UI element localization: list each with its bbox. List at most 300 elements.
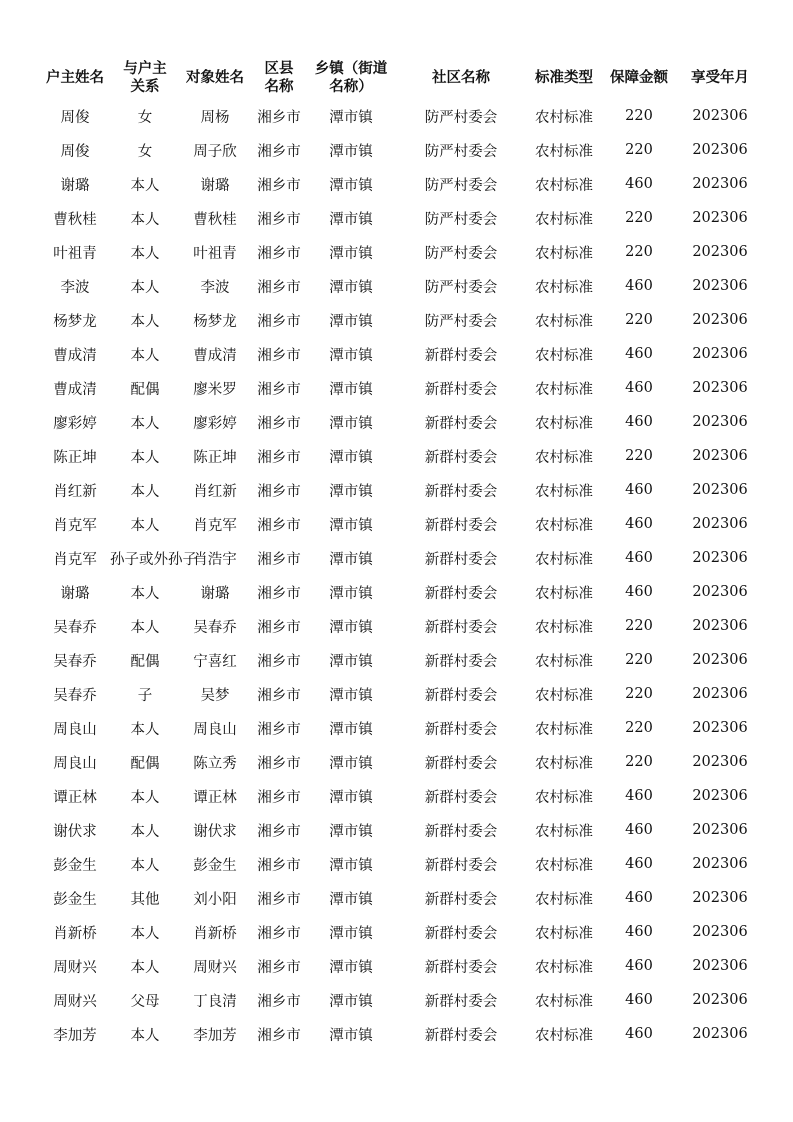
cell-standard-type: 农村标准 bbox=[535, 211, 593, 228]
cell-community: 新群村委会 bbox=[424, 755, 498, 772]
cell-relation: 本人 bbox=[130, 959, 160, 976]
cell-relation: 本人 bbox=[130, 279, 160, 296]
cell-standard-type: 农村标准 bbox=[535, 143, 593, 160]
column-header-community bbox=[394, 57, 528, 99]
cell-amount: 460 bbox=[625, 822, 653, 838]
cell-relation: 本人 bbox=[130, 1027, 160, 1044]
cell-period: 202306 bbox=[692, 346, 748, 362]
cell-amount: 460 bbox=[625, 856, 653, 872]
cell-county: 湘乡市 bbox=[257, 1027, 301, 1044]
cell-standard-type: 农村标准 bbox=[535, 517, 593, 534]
cell-relation: 子 bbox=[137, 687, 153, 704]
cell-community: 防严村委会 bbox=[424, 279, 498, 296]
cell-community: 防严村委会 bbox=[424, 177, 498, 194]
cell-head-name: 杨梦龙 bbox=[53, 313, 97, 330]
cell-standard-type: 农村标准 bbox=[535, 959, 593, 976]
cell-head-name: 周财兴 bbox=[53, 959, 97, 976]
table-row bbox=[40, 915, 762, 949]
cell-period: 202306 bbox=[692, 992, 748, 1008]
cell-amount: 460 bbox=[625, 414, 653, 430]
cell-period: 202306 bbox=[692, 652, 748, 668]
cell-relation: 本人 bbox=[130, 585, 160, 602]
cell-period: 202306 bbox=[692, 278, 748, 294]
table-row bbox=[40, 983, 762, 1017]
cell-township: 潭市镇 bbox=[329, 211, 373, 228]
cell-head-name: 肖克军 bbox=[53, 551, 97, 568]
cell-object-name: 彭金生 bbox=[193, 857, 237, 874]
column-header-line: 保障金额 bbox=[610, 70, 668, 86]
table-row bbox=[40, 609, 762, 643]
table-row bbox=[40, 813, 762, 847]
cell-county: 湘乡市 bbox=[257, 585, 301, 602]
table-row bbox=[40, 507, 762, 541]
cell-standard-type: 农村标准 bbox=[535, 653, 593, 670]
cell-community: 新群村委会 bbox=[424, 551, 498, 568]
cell-period: 202306 bbox=[692, 720, 748, 736]
cell-amount: 460 bbox=[625, 890, 653, 906]
cell-relation: 本人 bbox=[130, 245, 160, 262]
cell-county: 湘乡市 bbox=[257, 177, 301, 194]
cell-object-name: 廖米罗 bbox=[193, 381, 237, 398]
cell-county: 湘乡市 bbox=[257, 483, 301, 500]
cell-object-name: 吴春乔 bbox=[193, 619, 237, 636]
cell-period: 202306 bbox=[692, 312, 748, 328]
table-row bbox=[40, 201, 762, 235]
cell-object-name: 曹秋桂 bbox=[193, 211, 237, 228]
cell-amount: 220 bbox=[625, 652, 653, 668]
cell-county: 湘乡市 bbox=[257, 823, 301, 840]
table-row bbox=[40, 1017, 762, 1051]
cell-community: 新群村委会 bbox=[424, 517, 498, 534]
cell-period: 202306 bbox=[692, 380, 748, 396]
table-row bbox=[40, 847, 762, 881]
cell-county: 湘乡市 bbox=[257, 925, 301, 942]
cell-period: 202306 bbox=[692, 142, 748, 158]
cell-township: 潭市镇 bbox=[329, 143, 373, 160]
cell-period: 202306 bbox=[692, 516, 748, 532]
cell-standard-type: 农村标准 bbox=[535, 313, 593, 330]
cell-township: 潭市镇 bbox=[329, 789, 373, 806]
cell-amount: 460 bbox=[625, 278, 653, 294]
cell-amount: 220 bbox=[625, 312, 653, 328]
table-row bbox=[40, 881, 762, 915]
cell-county: 湘乡市 bbox=[257, 449, 301, 466]
cell-object-name: 谭正林 bbox=[193, 789, 237, 806]
cell-object-name: 肖红新 bbox=[193, 483, 237, 500]
cell-object-name: 李加芳 bbox=[193, 1027, 237, 1044]
column-header-line: 享受年月 bbox=[691, 70, 749, 86]
column-header-line: 区县 bbox=[264, 61, 294, 77]
cell-township: 潭市镇 bbox=[329, 687, 373, 704]
cell-community: 防严村委会 bbox=[424, 109, 498, 126]
cell-head-name: 周俊 bbox=[60, 109, 90, 126]
cell-standard-type: 农村标准 bbox=[535, 381, 593, 398]
cell-head-name: 谭正林 bbox=[53, 789, 97, 806]
cell-county: 湘乡市 bbox=[257, 517, 301, 534]
cell-county: 湘乡市 bbox=[257, 551, 301, 568]
cell-township: 潭市镇 bbox=[329, 279, 373, 296]
cell-amount: 220 bbox=[625, 618, 653, 634]
cell-head-name: 叶祖青 bbox=[53, 245, 97, 262]
cell-object-name: 廖彩婷 bbox=[193, 415, 237, 432]
cell-amount: 460 bbox=[625, 550, 653, 566]
cell-township: 潭市镇 bbox=[329, 245, 373, 262]
cell-period: 202306 bbox=[692, 754, 748, 770]
column-header-line: 乡镇（街道 bbox=[314, 61, 388, 77]
cell-amount: 220 bbox=[625, 210, 653, 226]
cell-period: 202306 bbox=[692, 550, 748, 566]
cell-object-name: 谢璐 bbox=[200, 585, 230, 602]
cell-community: 新群村委会 bbox=[424, 823, 498, 840]
cell-amount: 220 bbox=[625, 720, 653, 736]
cell-amount: 460 bbox=[625, 346, 653, 362]
cell-township: 潭市镇 bbox=[329, 993, 373, 1010]
cell-standard-type: 农村标准 bbox=[535, 585, 593, 602]
column-header-line: 名称） bbox=[329, 79, 373, 95]
cell-head-name: 谢璐 bbox=[60, 177, 90, 194]
table-row bbox=[40, 439, 762, 473]
cell-standard-type: 农村标准 bbox=[535, 449, 593, 466]
cell-object-name: 叶祖青 bbox=[193, 245, 237, 262]
cell-relation: 本人 bbox=[130, 619, 160, 636]
cell-county: 湘乡市 bbox=[257, 347, 301, 364]
cell-head-name: 周财兴 bbox=[53, 993, 97, 1010]
cell-object-name: 谢伏求 bbox=[193, 823, 237, 840]
cell-amount: 460 bbox=[625, 1026, 653, 1042]
cell-township: 潭市镇 bbox=[329, 653, 373, 670]
cell-community: 新群村委会 bbox=[424, 653, 498, 670]
table-row bbox=[40, 405, 762, 439]
cell-amount: 220 bbox=[625, 754, 653, 770]
cell-object-name: 丁良清 bbox=[193, 993, 237, 1010]
cell-relation: 本人 bbox=[130, 449, 160, 466]
cell-county: 湘乡市 bbox=[257, 755, 301, 772]
cell-relation: 女 bbox=[137, 109, 153, 126]
column-header-township bbox=[308, 57, 394, 99]
cell-county: 湘乡市 bbox=[257, 959, 301, 976]
cell-relation: 本人 bbox=[130, 517, 160, 534]
cell-amount: 460 bbox=[625, 482, 653, 498]
cell-period: 202306 bbox=[692, 788, 748, 804]
cell-township: 潭市镇 bbox=[329, 415, 373, 432]
table-row bbox=[40, 235, 762, 269]
cell-standard-type: 农村标准 bbox=[535, 789, 593, 806]
cell-relation: 本人 bbox=[130, 925, 160, 942]
cell-standard-type: 农村标准 bbox=[535, 483, 593, 500]
cell-amount: 220 bbox=[625, 448, 653, 464]
cell-period: 202306 bbox=[692, 1026, 748, 1042]
cell-head-name: 曹秋桂 bbox=[53, 211, 97, 228]
cell-amount: 460 bbox=[625, 924, 653, 940]
cell-relation: 配偶 bbox=[130, 653, 160, 670]
cell-community: 新群村委会 bbox=[424, 959, 498, 976]
cell-community: 新群村委会 bbox=[424, 789, 498, 806]
cell-community: 新群村委会 bbox=[424, 483, 498, 500]
table-row bbox=[40, 337, 762, 371]
cell-head-name: 廖彩婷 bbox=[53, 415, 97, 432]
table-row bbox=[40, 473, 762, 507]
cell-standard-type: 农村标准 bbox=[535, 993, 593, 1010]
cell-head-name: 谢伏求 bbox=[53, 823, 97, 840]
cell-community: 新群村委会 bbox=[424, 585, 498, 602]
cell-object-name: 刘小阳 bbox=[193, 891, 237, 908]
cell-township: 潭市镇 bbox=[329, 925, 373, 942]
cell-period: 202306 bbox=[692, 244, 748, 260]
cell-standard-type: 农村标准 bbox=[535, 551, 593, 568]
cell-township: 潭市镇 bbox=[329, 755, 373, 772]
column-header-line: 社区名称 bbox=[432, 70, 490, 86]
header-row bbox=[40, 57, 762, 99]
cell-standard-type: 农村标准 bbox=[535, 619, 593, 636]
cell-object-name: 周财兴 bbox=[193, 959, 237, 976]
column-header-line: 关系 bbox=[130, 79, 160, 95]
cell-relation: 本人 bbox=[130, 313, 160, 330]
cell-community: 新群村委会 bbox=[424, 381, 498, 398]
table-row bbox=[40, 745, 762, 779]
cell-township: 潭市镇 bbox=[329, 347, 373, 364]
cell-standard-type: 农村标准 bbox=[535, 721, 593, 738]
cell-community: 防严村委会 bbox=[424, 143, 498, 160]
cell-period: 202306 bbox=[692, 176, 748, 192]
cell-county: 湘乡市 bbox=[257, 789, 301, 806]
cell-period: 202306 bbox=[692, 924, 748, 940]
cell-head-name: 曹成清 bbox=[53, 381, 97, 398]
cell-county: 湘乡市 bbox=[257, 313, 301, 330]
cell-period: 202306 bbox=[692, 108, 748, 124]
cell-period: 202306 bbox=[692, 856, 748, 872]
cell-community: 防严村委会 bbox=[424, 211, 498, 228]
cell-standard-type: 农村标准 bbox=[535, 925, 593, 942]
cell-period: 202306 bbox=[692, 958, 748, 974]
column-header-head-name bbox=[40, 57, 110, 99]
cell-relation: 本人 bbox=[130, 823, 160, 840]
cell-head-name: 肖红新 bbox=[53, 483, 97, 500]
cell-township: 潭市镇 bbox=[329, 517, 373, 534]
cell-object-name: 谢璐 bbox=[200, 177, 230, 194]
table-row bbox=[40, 643, 762, 677]
cell-amount: 460 bbox=[625, 958, 653, 974]
column-header-line: 户主姓名 bbox=[46, 70, 104, 86]
cell-amount: 460 bbox=[625, 992, 653, 1008]
cell-community: 新群村委会 bbox=[424, 415, 498, 432]
cell-amount: 460 bbox=[625, 176, 653, 192]
cell-community: 新群村委会 bbox=[424, 857, 498, 874]
cell-relation: 本人 bbox=[130, 483, 160, 500]
cell-county: 湘乡市 bbox=[257, 857, 301, 874]
cell-head-name: 陈正坤 bbox=[53, 449, 97, 466]
cell-head-name: 彭金生 bbox=[53, 891, 97, 908]
column-header-line: 与户主 bbox=[123, 61, 167, 77]
cell-community: 新群村委会 bbox=[424, 993, 498, 1010]
cell-standard-type: 农村标准 bbox=[535, 177, 593, 194]
cell-head-name: 肖克军 bbox=[53, 517, 97, 534]
cell-amount: 220 bbox=[625, 108, 653, 124]
cell-township: 潭市镇 bbox=[329, 381, 373, 398]
cell-township: 潭市镇 bbox=[329, 619, 373, 636]
cell-amount: 460 bbox=[625, 516, 653, 532]
cell-amount: 220 bbox=[625, 686, 653, 702]
cell-community: 新群村委会 bbox=[424, 687, 498, 704]
cell-relation: 本人 bbox=[130, 789, 160, 806]
cell-county: 湘乡市 bbox=[257, 415, 301, 432]
cell-township: 潭市镇 bbox=[329, 483, 373, 500]
table-row bbox=[40, 371, 762, 405]
cell-township: 潭市镇 bbox=[329, 857, 373, 874]
cell-township: 潭市镇 bbox=[329, 177, 373, 194]
cell-community: 新群村委会 bbox=[424, 1027, 498, 1044]
cell-standard-type: 农村标准 bbox=[535, 891, 593, 908]
cell-relation: 配偶 bbox=[130, 381, 160, 398]
cell-head-name: 曹成清 bbox=[53, 347, 97, 364]
cell-relation: 女 bbox=[137, 143, 153, 160]
cell-community: 新群村委会 bbox=[424, 347, 498, 364]
cell-object-name: 宁喜红 bbox=[193, 653, 237, 670]
cell-township: 潭市镇 bbox=[329, 1027, 373, 1044]
cell-amount: 460 bbox=[625, 584, 653, 600]
cell-relation: 其他 bbox=[130, 891, 160, 908]
cell-standard-type: 农村标准 bbox=[535, 279, 593, 296]
cell-head-name: 吴春乔 bbox=[53, 687, 97, 704]
cell-object-name: 陈正坤 bbox=[193, 449, 237, 466]
table-row bbox=[40, 133, 762, 167]
cell-period: 202306 bbox=[692, 686, 748, 702]
cell-township: 潭市镇 bbox=[329, 449, 373, 466]
cell-object-name: 陈立秀 bbox=[193, 755, 237, 772]
cell-township: 潭市镇 bbox=[329, 585, 373, 602]
cell-period: 202306 bbox=[692, 482, 748, 498]
cell-head-name: 吴春乔 bbox=[53, 619, 97, 636]
cell-head-name: 李波 bbox=[60, 279, 90, 296]
cell-township: 潭市镇 bbox=[329, 109, 373, 126]
table-row bbox=[40, 99, 762, 133]
cell-relation: 孙子或外孙子 bbox=[110, 551, 197, 568]
column-header-object-name bbox=[180, 57, 250, 99]
cell-community: 防严村委会 bbox=[424, 245, 498, 262]
table-row bbox=[40, 711, 762, 745]
cell-standard-type: 农村标准 bbox=[535, 687, 593, 704]
table-row bbox=[40, 167, 762, 201]
cell-township: 潭市镇 bbox=[329, 313, 373, 330]
cell-object-name: 周子欣 bbox=[193, 143, 237, 160]
cell-county: 湘乡市 bbox=[257, 891, 301, 908]
cell-relation: 本人 bbox=[130, 347, 160, 364]
cell-county: 湘乡市 bbox=[257, 279, 301, 296]
cell-head-name: 李加芳 bbox=[53, 1027, 97, 1044]
cell-period: 202306 bbox=[692, 890, 748, 906]
cell-standard-type: 农村标准 bbox=[535, 755, 593, 772]
cell-period: 202306 bbox=[692, 618, 748, 634]
cell-standard-type: 农村标准 bbox=[535, 857, 593, 874]
column-header-line: 对象姓名 bbox=[186, 70, 244, 86]
cell-relation: 本人 bbox=[130, 857, 160, 874]
cell-county: 湘乡市 bbox=[257, 109, 301, 126]
column-header-line: 标准类型 bbox=[535, 70, 593, 86]
column-header-line: 名称 bbox=[264, 79, 294, 95]
cell-county: 湘乡市 bbox=[257, 245, 301, 262]
cell-community: 新群村委会 bbox=[424, 891, 498, 908]
cell-relation: 本人 bbox=[130, 721, 160, 738]
cell-head-name: 周俊 bbox=[60, 143, 90, 160]
cell-head-name: 彭金生 bbox=[53, 857, 97, 874]
cell-relation: 本人 bbox=[130, 415, 160, 432]
cell-head-name: 周良山 bbox=[53, 721, 97, 738]
cell-object-name: 肖浩宇 bbox=[193, 551, 237, 568]
cell-standard-type: 农村标准 bbox=[535, 109, 593, 126]
cell-county: 湘乡市 bbox=[257, 143, 301, 160]
column-header-period bbox=[678, 57, 762, 99]
cell-township: 潭市镇 bbox=[329, 721, 373, 738]
cell-object-name: 杨梦龙 bbox=[193, 313, 237, 330]
cell-object-name: 周良山 bbox=[193, 721, 237, 738]
cell-object-name: 肖新桥 bbox=[193, 925, 237, 942]
cell-county: 湘乡市 bbox=[257, 211, 301, 228]
table-body bbox=[40, 99, 762, 1051]
cell-head-name: 肖新桥 bbox=[53, 925, 97, 942]
cell-period: 202306 bbox=[692, 822, 748, 838]
cell-object-name: 周杨 bbox=[200, 109, 230, 126]
cell-period: 202306 bbox=[692, 584, 748, 600]
table-row bbox=[40, 541, 762, 575]
cell-relation: 本人 bbox=[130, 177, 160, 194]
cell-relation: 本人 bbox=[130, 211, 160, 228]
cell-standard-type: 农村标准 bbox=[535, 415, 593, 432]
cell-community: 新群村委会 bbox=[424, 619, 498, 636]
cell-standard-type: 农村标准 bbox=[535, 347, 593, 364]
cell-township: 潭市镇 bbox=[329, 959, 373, 976]
cell-period: 202306 bbox=[692, 448, 748, 464]
cell-community: 新群村委会 bbox=[424, 721, 498, 738]
cell-object-name: 李波 bbox=[200, 279, 230, 296]
cell-object-name: 吴梦 bbox=[200, 687, 230, 704]
table-row bbox=[40, 575, 762, 609]
cell-community: 新群村委会 bbox=[424, 925, 498, 942]
table-row bbox=[40, 677, 762, 711]
cell-amount: 460 bbox=[625, 380, 653, 396]
table-row bbox=[40, 269, 762, 303]
cell-object-name: 曹成清 bbox=[193, 347, 237, 364]
cell-standard-type: 农村标准 bbox=[535, 823, 593, 840]
cell-amount: 220 bbox=[625, 244, 653, 260]
cell-relation: 配偶 bbox=[130, 755, 160, 772]
cell-standard-type: 农村标准 bbox=[535, 1027, 593, 1044]
cell-standard-type: 农村标准 bbox=[535, 245, 593, 262]
cell-county: 湘乡市 bbox=[257, 381, 301, 398]
column-header-amount bbox=[600, 57, 678, 99]
cell-period: 202306 bbox=[692, 210, 748, 226]
table-row bbox=[40, 949, 762, 983]
cell-amount: 220 bbox=[625, 142, 653, 158]
column-header-relation bbox=[110, 57, 180, 99]
cell-head-name: 周良山 bbox=[53, 755, 97, 772]
assistance-table bbox=[40, 57, 762, 1051]
cell-county: 湘乡市 bbox=[257, 619, 301, 636]
cell-community: 防严村委会 bbox=[424, 313, 498, 330]
cell-county: 湘乡市 bbox=[257, 721, 301, 738]
cell-township: 潭市镇 bbox=[329, 551, 373, 568]
cell-township: 潭市镇 bbox=[329, 823, 373, 840]
column-header-county bbox=[250, 57, 308, 99]
cell-period: 202306 bbox=[692, 414, 748, 430]
cell-township: 潭市镇 bbox=[329, 891, 373, 908]
cell-amount: 460 bbox=[625, 788, 653, 804]
cell-community: 新群村委会 bbox=[424, 449, 498, 466]
cell-relation: 父母 bbox=[130, 993, 160, 1010]
table-row bbox=[40, 303, 762, 337]
cell-county: 湘乡市 bbox=[257, 993, 301, 1010]
cell-object-name: 肖克军 bbox=[193, 517, 237, 534]
column-header-standard-type bbox=[528, 57, 600, 99]
cell-head-name: 谢璐 bbox=[60, 585, 90, 602]
